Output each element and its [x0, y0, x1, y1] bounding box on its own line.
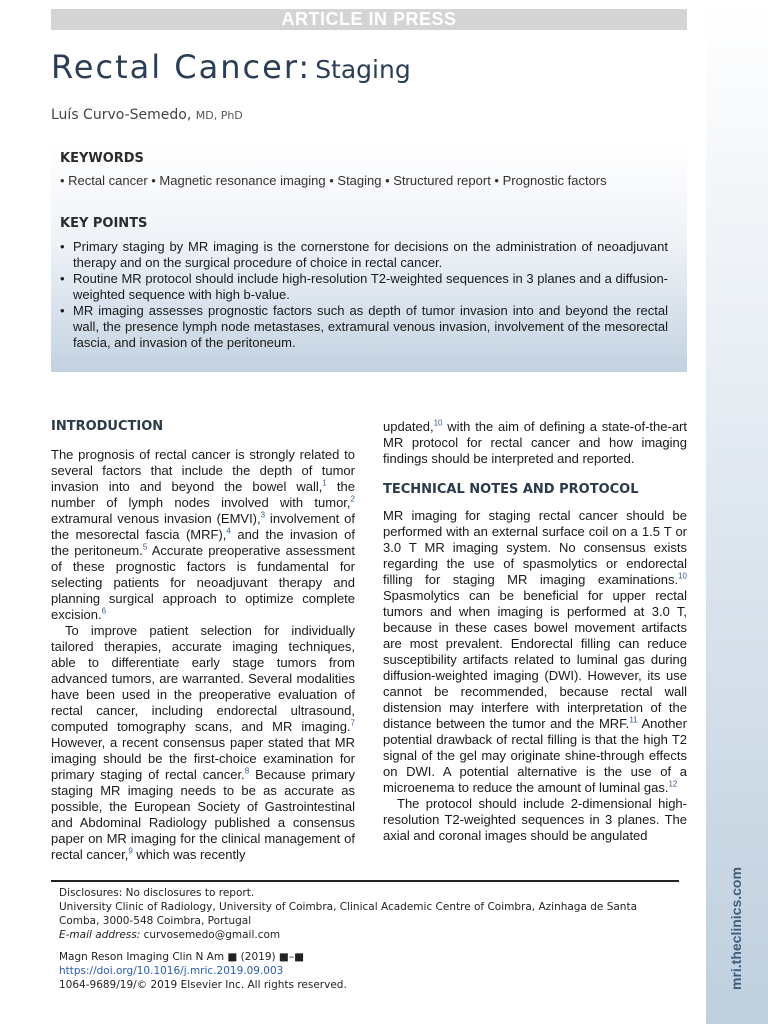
email-label: E-mail address:: [59, 929, 141, 941]
title-main: Rectal Cancer:: [51, 48, 312, 86]
right-column: [383, 419, 687, 844]
intro-paragraph-1: The prognosis of rectal cancer is strongly related to several factors that include the depth of tumor invasion into and beyond the bowel wall,$^1$ the number of lymph nodes involved with tumor,$^2$ extramural venous invasion (EMVI),$^3$ involvement of the mesorectal fascia (MRF),$^4$ and the invasion of the peritoneum.$^5$ Accurate preoperative assessment of these prognostic factors is fundamental for selecting patients for neoadjuvant therapy and planning surgical approach to optimize complete excision.$^6$: [51, 447, 356, 622]
citation-ref[interactable]: 10: [433, 418, 443, 428]
article-title: [51, 48, 411, 86]
keywords-list: • Rectal cancer • Magnetic resonance imaging • Staging • Structured report • Prognostic factors: [60, 173, 607, 188]
right-paragraph-0: updated,$^{10}$ with the aim of defining a state-of-the-art MR protocol for rectal cancer and how imaging findings should be interpreted and reported.: [383, 418, 687, 466]
technical-paragraph-1: MR imaging for staging rectal cancer should be performed with an external surface coil on a 1.5 T or 3.0 T MR imaging system. No consensus exists regarding the use of spasmolytics or endorectal filling for staging MR imaging examinations.$^{10}$ Spasmolytics can be beneficial for upper rectal tumors and when imaging is performed at 3.0 T, because in these cases bowel movement artifacts are most prevalent. Endorectal filling can reduce susceptibility artifacts related to luminal gas during diffusion-weighted imaging (DWI). However, its use cannot be recommended, because rectal wall distension may interfere with interpretation of the distance between the tumor and the MRF.$^{11}$ Another potential drawback of rectal filling is that the high T2 signal of the gel may originate shine-through effects on DWI. A potential alternative is the use of a microenema to reduce the amount of luminal gas.$^{12}$: [383, 508, 687, 795]
article-in-press-banner: ARTICLE IN PRESS: [51, 9, 687, 30]
citation-ref[interactable]: 9: [128, 846, 133, 856]
author-degrees: MD, PhD: [195, 109, 243, 122]
citation-ref[interactable]: 10: [678, 571, 687, 581]
email-address[interactable]: curvosemedo@gmail.com: [143, 929, 281, 941]
citation-ref[interactable]: 11: [629, 715, 638, 725]
intro-paragraph-2: To improve patient selection for individually tailored therapies, accurate imaging techniques, able to differentiate early stage tumors from advanced tumors, are warranted. Several modalities have been used in the preoperative evaluation of rectal cancer, including endorectal ultrasound, computed tomography scans, and MR imaging.$^7$ However, a recent consensus paper stated that MR imaging should be the first-choice examination for primary staging of rectal cancer.$^8$ Because primary staging MR imaging needs to be as accurate as possible, the European Society of Gastrointestinal and Abdominal Radiology published a consensus paper on MR imaging for the clinical management of rectal cancer,$^9$ which was recently: [51, 623, 356, 862]
introduction-heading: INTRODUCTION: [51, 419, 164, 434]
left-column: [51, 419, 355, 863]
citation-ref[interactable]: 6: [101, 606, 107, 616]
citation-ref[interactable]: 7: [350, 718, 355, 728]
citation-ref[interactable]: 5: [142, 542, 148, 552]
key-points-list: [60, 239, 668, 351]
footnotes: [59, 886, 679, 992]
technical-paragraph-2: The protocol should include 2-dimensional high-resolution T2-weighted sequences in 3 planes. The axial and coronal images should be angulated: [383, 796, 687, 843]
author-name: Luís Curvo-Semedo,: [51, 107, 192, 123]
title-sub: Staging: [315, 55, 411, 84]
key-point-item: • Primary staging by MR imaging is the cornerstone for decisions on the administration of neoadjuvant therapy and on the surgical procedure of choice in rectal cancer.: [60, 239, 668, 271]
affiliation: University Clinic of Radiology, University of Coimbra, Clinical Academic Centre of Coimbra, Azinhaga de Santa Comba, 3000-548 Coimbra, Portugal: [59, 901, 638, 927]
citation-ref[interactable]: 1: [322, 478, 327, 488]
citation-ref[interactable]: 4: [226, 526, 231, 536]
copyright: 1064-9689/19/© 2019 Elsevier Inc. All rights reserved.: [59, 979, 347, 991]
key-point-item: • Routine MR protocol should include high-resolution T2-weighted sequences in 3 planes and a diffusion-weighted sequence with high b-value.: [60, 271, 668, 303]
key-point-item: • MR imaging assesses prognostic factors such as depth of tumor invasion into and beyond the rectal wall, the presence lymph node metastases, extramural venous invasion, involvement of the mesorectal fascia, and invasion of the peritoneum.: [60, 303, 668, 351]
doi-link[interactable]: https://doi.org/10.1016/j.mric.2019.09.003: [59, 965, 284, 977]
technical-notes-heading: TECHNICAL NOTES AND PROTOCOL: [383, 482, 639, 497]
disclosures: Disclosures: No disclosures to report.: [59, 887, 255, 899]
citation-ref[interactable]: 3: [260, 510, 266, 520]
sidebar-strip: [706, 0, 768, 1024]
footnote-divider: [51, 880, 679, 882]
citation-ref[interactable]: 2: [350, 494, 355, 504]
email-line: [59, 928, 679, 942]
keywords-heading: KEYWORDS: [60, 151, 144, 166]
journal-url[interactable]: mri.theclinics.com: [728, 867, 744, 990]
journal-citation: Magn Reson Imaging Clin N Am ■ (2019) ■–■: [59, 951, 305, 963]
citation-ref[interactable]: 8: [244, 766, 250, 776]
author-line: [51, 107, 243, 123]
keywords-box: [51, 140, 687, 372]
key-points-heading: KEY POINTS: [60, 216, 148, 231]
citation-ref[interactable]: 12: [668, 779, 678, 789]
